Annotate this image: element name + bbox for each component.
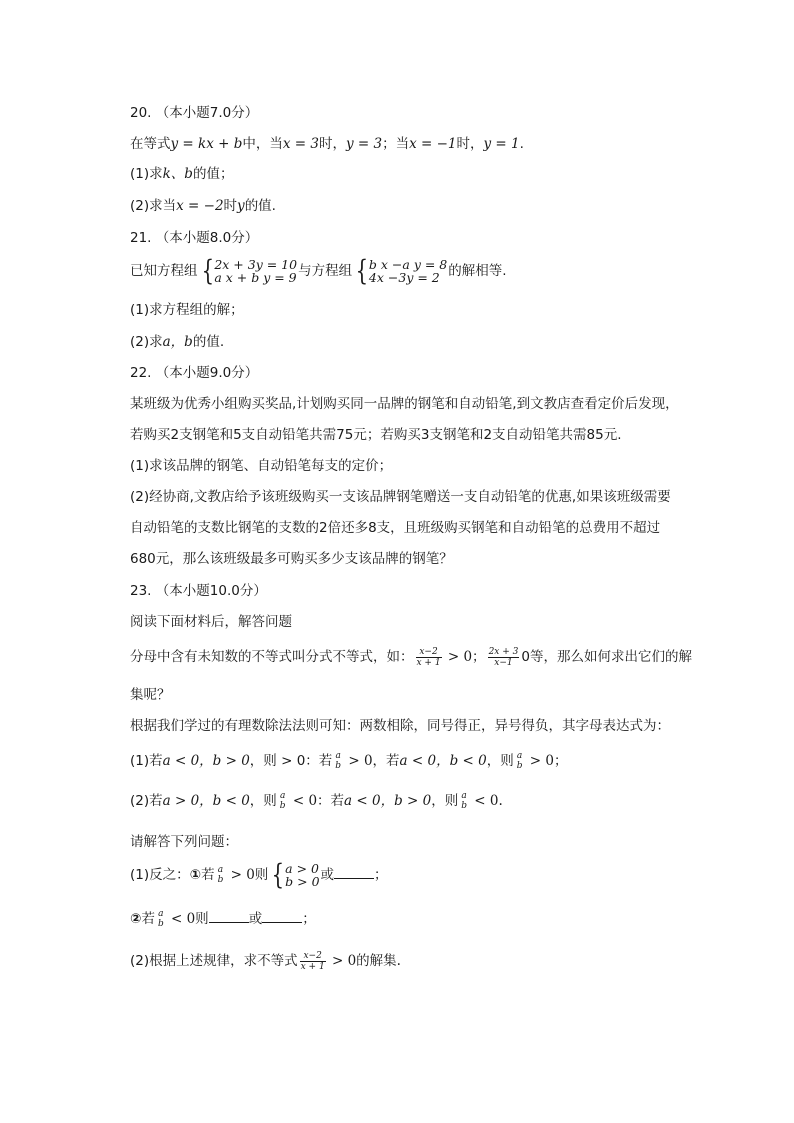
q23-line6: (2)若a > 0，b < 0，则 a b < 0：若a < 0，b > 0，则 a b < 0.	[130, 791, 503, 811]
equation-system-1: { 2x + 3y = 10 a x + b y = 9	[201, 254, 298, 287]
answer-blank[interactable]	[262, 910, 302, 923]
fraction: $\frac{x-2}{x + 1}$	[416, 646, 441, 668]
circled-one-icon: ①	[189, 867, 202, 883]
fraction-a-over-b: a b	[157, 909, 164, 929]
q22-line2: 若购买2支钢笔和5支自动铅笔共需75元；若购买3支钢笔和2支自动铅笔共需85元.	[130, 427, 622, 443]
q23-line9: ②若 a b < 0则 或 ；	[130, 909, 316, 929]
equation-system-2: { b x −a y = 8 4x −3y = 2	[355, 254, 448, 287]
fraction-a-over-b: a b	[335, 751, 342, 771]
q22-line4: (2)经协商,文教店给予该班级购买一支该品牌钢笔赠送一支自动铅笔的优惠,如果该班级需要	[130, 489, 671, 505]
inequality-system: { a > 0 b > 0	[271, 858, 320, 891]
q23-line4: 根据我们学过的有理数除法法则可知：两数相除，同号得正，异号得负，其字母表达式为：	[130, 718, 670, 734]
fraction-a-over-b: a b	[516, 751, 523, 771]
q21-header: 21. （本小题8.0分）	[130, 230, 259, 246]
fraction-a-over-b: a b	[279, 791, 286, 811]
q21-part1: (1)求方程组的解；	[130, 302, 244, 318]
fraction: $\frac{x-2}{x + 1}$	[300, 950, 325, 972]
q22-line1: 某班级为优秀小组购买奖品,计划购买同一品牌的钢笔和自动铅笔,到文教店查看定价后发现，	[130, 396, 679, 412]
q23-header: 23. （本小题10.0分）	[130, 583, 267, 599]
q22-line3: (1)求该品牌的钢笔、自动铅笔每支的定价；	[130, 458, 393, 474]
q22-line5: 自动铅笔的支数比钢笔的支数的2倍还多8支，且班级购买钢笔和自动铅笔的总费用不超过	[130, 520, 661, 536]
q22-header: 22. （本小题9.0分）	[130, 365, 259, 381]
q23-line2: 分母中含有未知数的不等式叫分式不等式，如： $\frac{x-2}{x + 1}$ > 0； $\frac{2x + 3}{x-1}$ 0等，那么如何求出它们的解	[130, 646, 692, 668]
q20-header: 20. （本小题7.0分）	[130, 105, 259, 121]
q23-line3: 集呢？	[130, 687, 171, 703]
fraction-a-over-b: a b	[461, 791, 467, 811]
q21-stem: 已知方程组 { 2x + 3y = 10 a x + b y = 9 与方程组 { b x −a y = 8 4x −3y = 2 的解相等.	[130, 254, 507, 287]
q23-line7: 请解答下列问题：	[130, 834, 238, 850]
fraction-a-over-b: a b	[217, 865, 224, 885]
q22-line6: 680元，那么该班级最多可购买多少支该品牌的钢笔？	[130, 551, 453, 567]
q20-part1: (1)求k、b的值；	[130, 166, 234, 182]
fraction: $\frac{2x + 3}{x-1}$	[488, 646, 519, 668]
q23-line1: 阅读下面材料后，解答问题	[130, 614, 292, 630]
q23-line8: (1)反之：①若 a b > 0则 { a > 0 b > 0 或 ；	[130, 858, 388, 891]
answer-blank[interactable]	[209, 910, 249, 923]
q21-part2: (2)求a，b的值.	[130, 334, 225, 350]
q23-line5: (1)若a < 0，b > 0，则 > 0：若 a b > 0，若a < 0，b < 0，则 a b > 0；	[130, 751, 568, 771]
q20-stem: 在等式y = kx + b中，当x = 3时，y = 3；当x = −1时，y = 1.	[130, 136, 524, 152]
q20-part2: (2)求当x = −2时y的值.	[130, 198, 276, 214]
q23-line10: (2)根据上述规律，求不等式 $\frac{x-2}{x + 1}$ > 0的解集.	[130, 950, 401, 972]
answer-blank[interactable]	[334, 866, 374, 879]
circled-two-icon: ②	[130, 911, 142, 927]
